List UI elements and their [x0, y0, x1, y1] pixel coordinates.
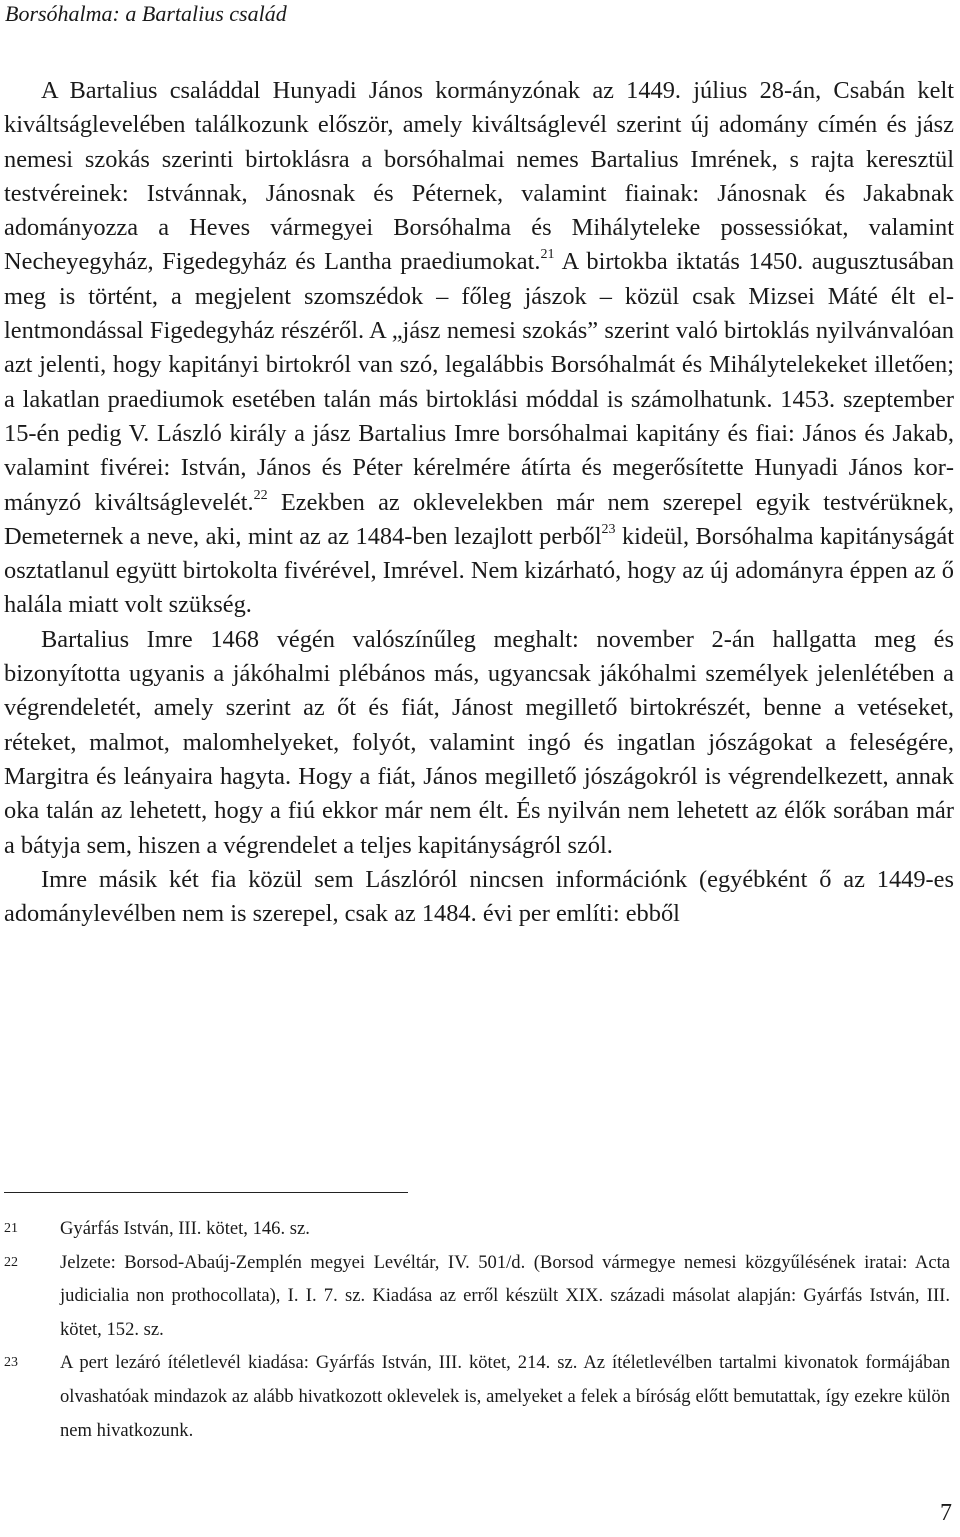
footnote-ref[interactable]: 21	[540, 247, 555, 263]
text-run: A birtokba iktatás 1450. augusztusában meg is történt, a megjelent szomszédok – főleg jászok – közül csak Mizsei Máté élt ellentmondással Figedegyház részéről. A „jász nemesi szokás” szerint való birtoklás nyilvánvalóan azt jelenti, hogy kapitányi birtokról van szó, legalábbis Borsóhalmát és Mihálytelekeket illetően; a lakatlan praediumok esetében talán más birtoklási móddal is számolhatunk. 1453. szeptember 15-én pedig V. László király a jász Bartalius Imre borsóhalmai kapitány és fiai: János és Jakab, valamint fivérei: István, János és Péter kérelmére átírta és megerősítette Hunyadi János kormányzó kiváltságlevelét.	[4, 248, 954, 516]
footnote	[4, 1246, 950, 1347]
footnote-number: 21	[4, 1221, 18, 1236]
paragraph	[4, 623, 954, 863]
footnote-text: Jelzete: Borsod-Abaúj-Zemplén megyei Levéltár, IV. 501/d. (Borsod vármegye nemesi közgyűlésének iratai: Acta judicialia non prothocollata), I. I. 7. sz. Kiadása az erről készült XIX. századi másolat alapján: Gyárfás István, III. kötet, 152. sz.	[60, 1251, 950, 1340]
text-run: Imre másik két fia közül sem Lászlóról nincsen információnk (egyébként ő az 1449-es adománylevélben nem is szerepel, csak az 1484. évi per említi: ebből	[4, 865, 954, 928]
footnote-ref[interactable]: 23	[601, 521, 616, 537]
running-head: Borsóhalma: a Bartalius család	[5, 1, 287, 26]
text-run: Ezekben az oklevelekben már nem szerepel egyik testvérüknek, Demeternek a neve, aki, mint az az 1484-ben lezajlott perből	[4, 488, 954, 550]
text-run: kideül, Borsóhalma kapitányságát osztatlanul együtt birtokolta fivérével, Imrével. Nem kizárható, hogy az új adományra éppen az ő halála miatt volt szükség.	[4, 522, 954, 619]
page-number: 7	[940, 1500, 952, 1526]
text-run: A Bartalius családdal Hunyadi János kormányzónak az 1449. július 28-án, Csabán kelt kiváltságlevelében találkozunk először, amely kiváltságlevél szerint új adomány címén és jász nemesi szokás szerinti birtoklásra a borsóhalmai nemes Bartalius Imrének, s rajta keresztül testvéreinek: Istvánnak, Jánosnak és Péternek, valamint fiainak: Jánosnak és Jakabnak adományozza a Heves vármegyei Borsóhalma és Mihályteleke possessiókat, valamint Necheyegyház, Figedegyház és Lantha praediumokat.	[4, 77, 954, 276]
footnote-text: A pert lezáró ítéletlevél kiadása: Gyárfás István, III. kötet, 214. sz. Az ítéletlevélben tartalmi kivonatok formájában olvashatóak mindazok az alább hivatkozott oklevelek is, amelyeket a felek a bíróság előtt bemutattak, így ezekre külön nem hivatkozunk.	[60, 1352, 950, 1441]
footnote	[4, 1346, 950, 1447]
footnote	[4, 1212, 950, 1246]
footnote-number: 22	[4, 1254, 18, 1270]
footnotes	[4, 1212, 950, 1447]
footnote-number: 23	[4, 1355, 18, 1371]
paragraph	[4, 74, 954, 623]
footnote-ref[interactable]: 22	[253, 487, 268, 503]
footnote-text: Gyárfás István, III. kötet, 146. sz.	[60, 1218, 310, 1239]
body-text	[4, 74, 954, 931]
paragraph	[4, 863, 954, 932]
text-run: Bartalius Imre 1468 végén valószínűleg meghalt: november 2-án hallgatta meg és bizonyította ugyanis a jákóhalmi plébános más, ugyancsak jákóhalmi személyek jelenlétében a végrendeletét, amely szerint az őt és fiát, Jánost megillető birtokrészét, benne a vetéseket, réteket, malmot, malomhelyeket, folyót, valamint ingó és ingatlan jószágokat a feleségére, Margitra és leányaira hagyta. Hogy a fiát, János megillető jószágokról is végrendelkezett, annak oka talán az lehetett, hogy a fiú ekkor már nem élt. És nyilván nem lehetett az élők sorában már a bátyja sem, hiszen a végrendelet a teljes kapitányságról szól.	[4, 625, 954, 859]
footnote-separator	[4, 1192, 408, 1193]
